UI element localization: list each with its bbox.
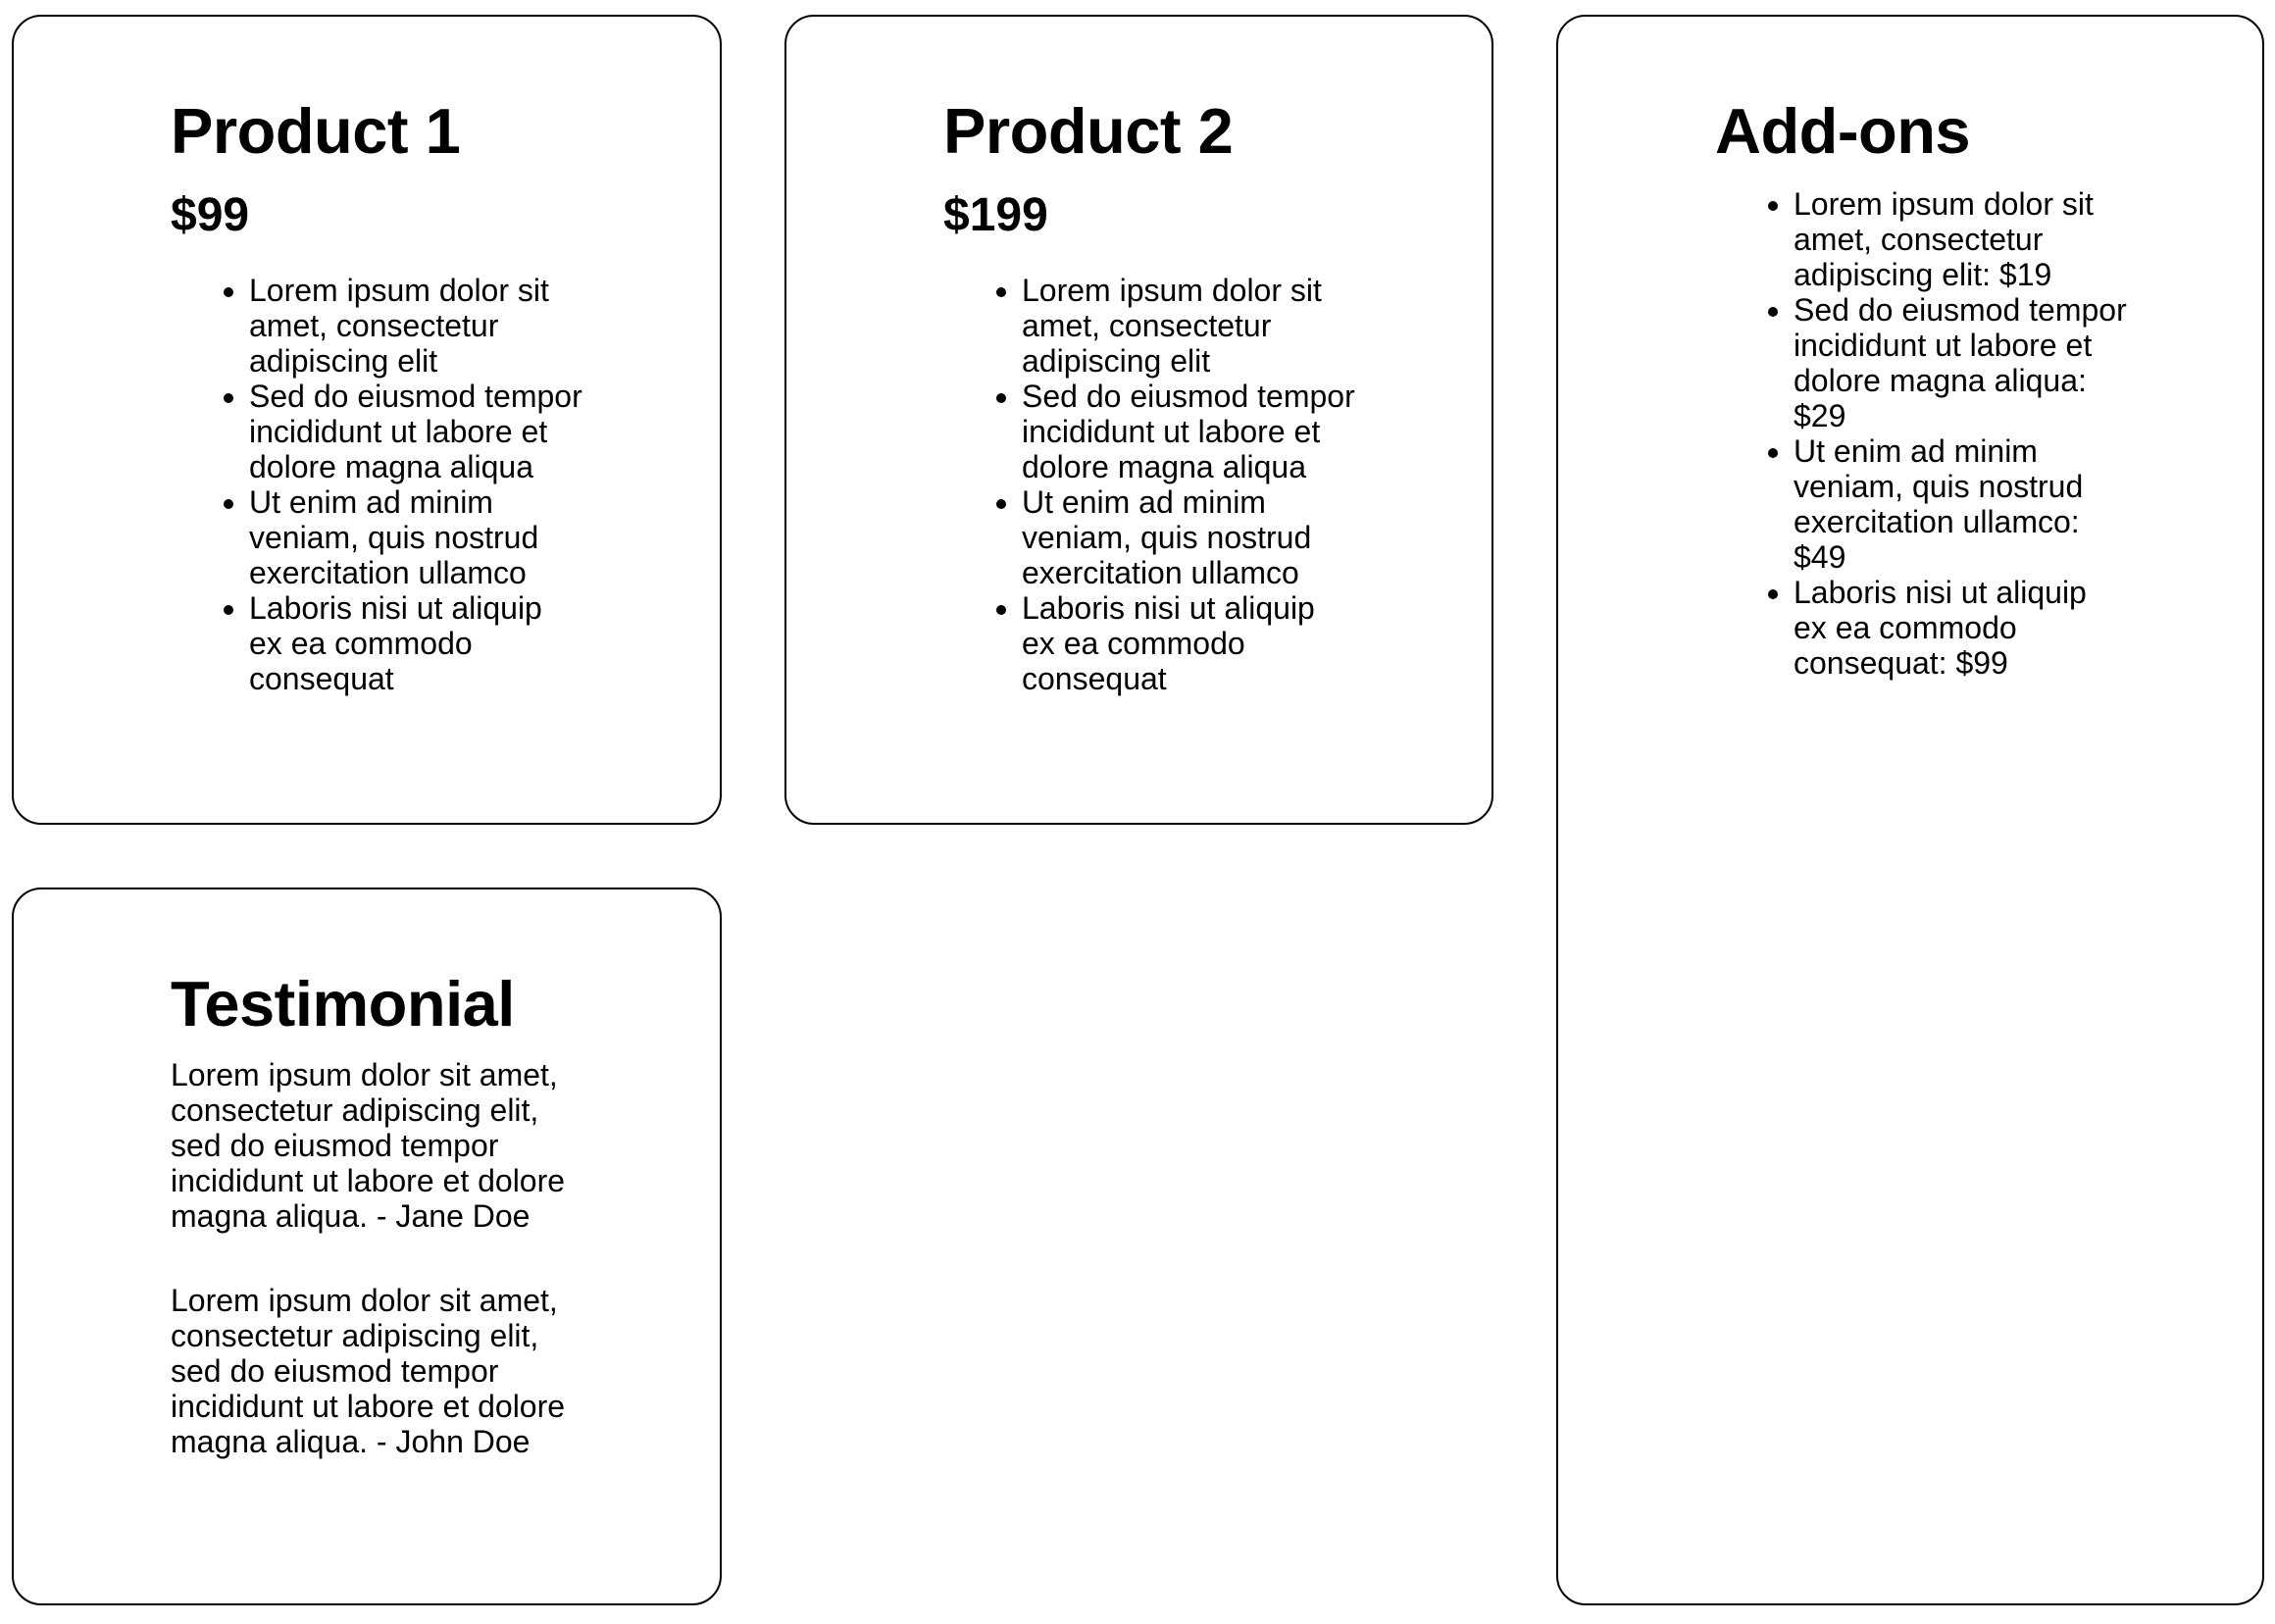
product-1-feature: • Lorem ipsum dolor sit amet, consectetur adipiscing elit: [249, 273, 582, 379]
addon-item: • Laboris nisi ut aliquip ex ea commodo consequat: $99: [1794, 575, 2127, 681]
product-1-title: Product 1: [171, 95, 461, 167]
product-1-feature: • Ut enim ad minim veniam, quis nostrud exercitation ullamco: [249, 484, 582, 590]
product-2-card: [784, 15, 1493, 825]
product-2-price: $199: [943, 189, 1048, 241]
product-2-feature: • Sed do eiusmod tempor incididunt ut labore et dolore magna aliqua: [1022, 379, 1355, 484]
addon-item: • Lorem ipsum dolor sit amet, consectetur adipiscing elit: $19: [1794, 186, 2127, 292]
addons-title: Add-ons: [1715, 95, 1971, 167]
product-2-content: [943, 95, 1355, 696]
testimonial-card: [12, 888, 722, 1605]
product-1-card: [12, 15, 722, 825]
addon-item: • Ut enim ad minim veniam, quis nostrud exercitation ullamco: $49: [1794, 433, 2127, 575]
addons-list: [1715, 186, 2127, 681]
testimonial-quote: Lorem ipsum dolor sit amet, consectetur adipiscing elit, sed do eiusmod tempor incididunt ut labore et dolore magna aliqua. - John Doe: [171, 1283, 566, 1459]
product-2-feature: • Lorem ipsum dolor sit amet, consectetur adipiscing elit: [1022, 273, 1355, 379]
addon-item: • Sed do eiusmod tempor incididunt ut labore et dolore magna aliqua: $29: [1794, 292, 2127, 433]
product-2-feature-list: [943, 273, 1355, 696]
product-1-feature: • Laboris nisi ut aliquip ex ea commodo consequat: [249, 590, 582, 696]
product-1-content: [171, 95, 582, 696]
addons-card: [1556, 15, 2264, 1605]
addons-content: [1715, 95, 2127, 681]
testimonial-content: [171, 968, 582, 1459]
testimonial-title: Testimonial: [171, 968, 515, 1040]
product-1-feature: • Sed do eiusmod tempor incididunt ut labore et dolore magna aliqua: [249, 379, 582, 484]
product-2-feature: • Laboris nisi ut aliquip ex ea commodo consequat: [1022, 590, 1355, 696]
product-2-feature: • Ut enim ad minim veniam, quis nostrud exercitation ullamco: [1022, 484, 1355, 590]
product-2-title: Product 2: [943, 95, 1234, 167]
testimonial-quote: Lorem ipsum dolor sit amet, consectetur adipiscing elit, sed do eiusmod tempor incididunt ut labore et dolore magna aliqua. - Jane Doe: [171, 1057, 566, 1234]
product-1-price: $99: [171, 189, 250, 241]
product-1-feature-list: [171, 273, 582, 696]
